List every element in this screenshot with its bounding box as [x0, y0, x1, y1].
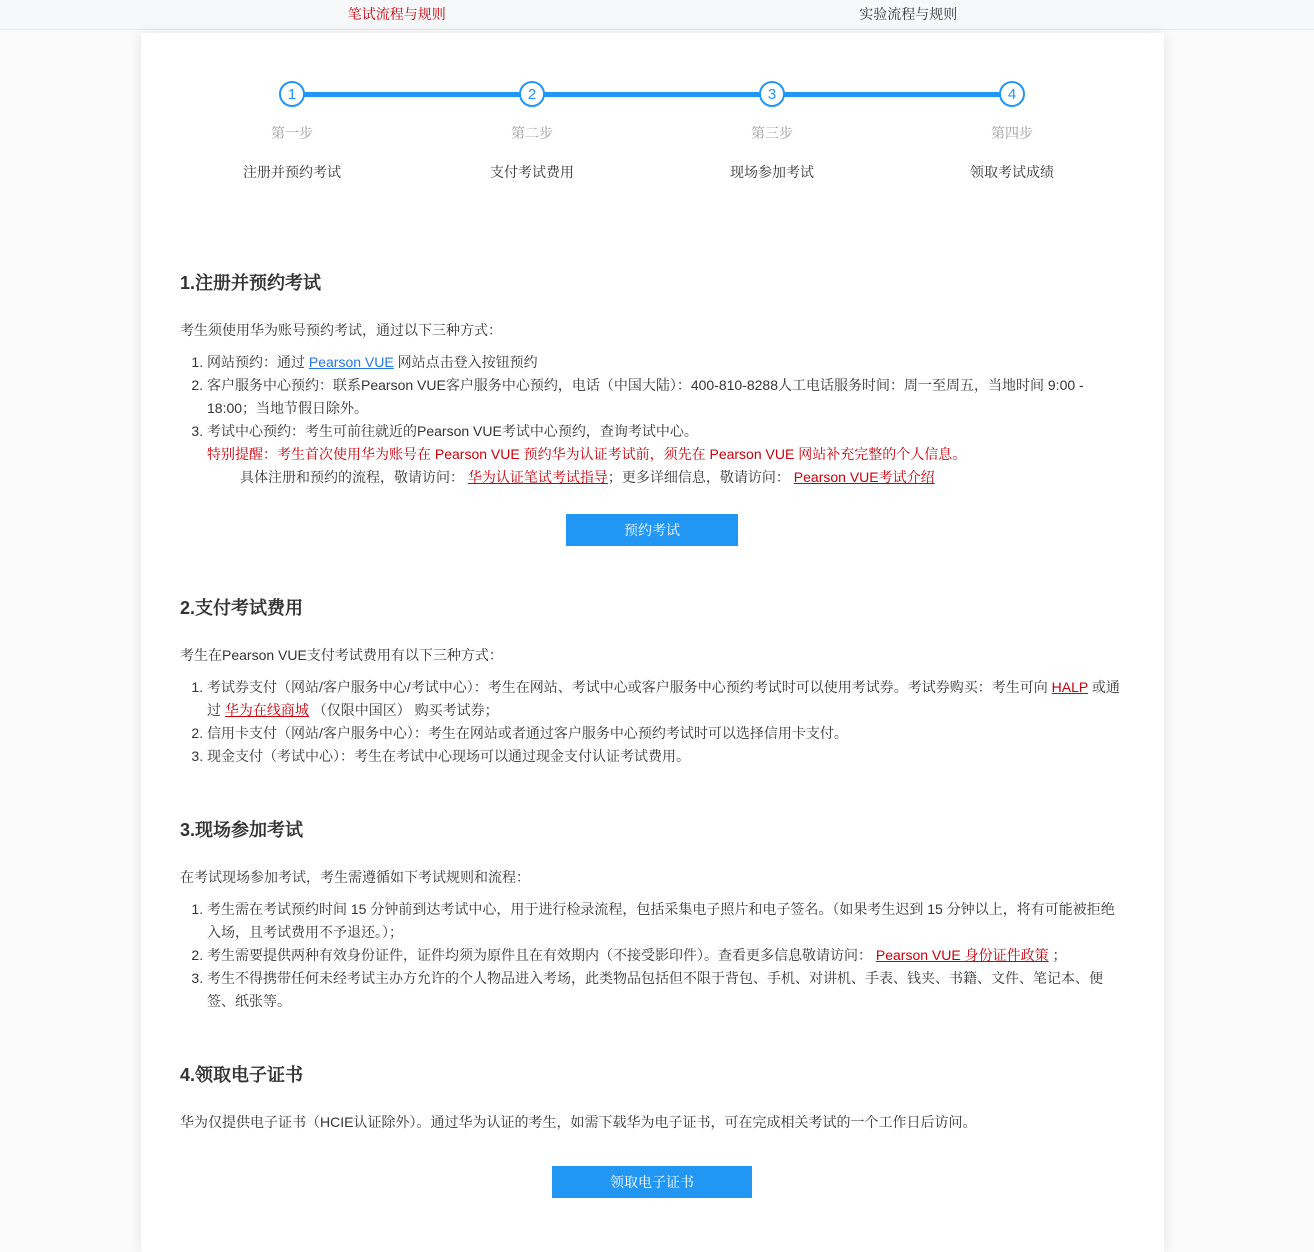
list-item-voucher-payment: [207, 676, 1124, 722]
list-item-test-center-booking: 3. 考试中心预约：考生可前往就近的Pearson VUE考试中心预约，查询考试中心。: [207, 420, 1124, 443]
list-item-credit-card-payment: 2. 信用卡支付（网站/客户服务中心）：考生在网站或者通过客户服务中心预约考试时可以选择信用卡支付。: [207, 722, 1124, 745]
top-tab-bar: [0, 0, 1314, 30]
section-2-heading: 2.支付考试费用: [180, 598, 304, 618]
section-4-body: 华为仅提供电子证书（HCIE认证除外）。通过华为认证的考生，如需下载华为电子证书，可在完成相关考试的一个工作日后访问。: [180, 1114, 977, 1130]
list-item-prohibited-items: 3. 考生不得携带任何未经考试主办方允许的个人物品进入考场，此类物品包括但不限于背包、手机、对讲机、手表、钱夹、书籍、文件、笔记本、便签、纸张等。: [207, 967, 1124, 1013]
step-3-label: 第三步: [751, 125, 793, 141]
stepper-progress-line: [289, 92, 1015, 97]
huawei-online-store-link[interactable]: 华为在线商城: [224, 702, 309, 718]
text: 网站点击登入按钮预约: [393, 354, 538, 370]
step-4-circle: 4: [999, 81, 1025, 107]
step-1-label: 第一步: [271, 125, 313, 141]
text: 考试券支付（网站/客户服务中心/考试中心）：考生在网站、考试中心或客户服务中心预约考试时可以使用考试券。考试券购买：考生可向: [207, 679, 1052, 695]
pearson-vue-exam-intro-link[interactable]: Pearson VUE考试介绍: [793, 469, 935, 485]
list-item-service-center-booking: 2. 客户服务中心预约：联系Pearson VUE客户服务中心预约，电话（中国大陆）：400-810-8288人工电话服务时间：周一至周五，当地时间 9:00 - 18:00；当地节假日除外。: [207, 374, 1124, 420]
text: 网站预约：通过: [207, 354, 309, 370]
step-4-title: 领取考试成绩: [970, 164, 1054, 180]
section-pay-exam-fee: [180, 594, 1124, 768]
section-1-intro: 考生须使用华为账号预约考试，通过以下三种方式：: [180, 322, 502, 338]
section-3-list: [180, 898, 1124, 1013]
list-item-arrive-early: 1. 考生需在考试预约时间 15 分钟前到达考试中心，用于进行检录流程，包括采集电子照片和电子签名。（如果考生迟到 15 分钟以上，将有可能被拒绝入场，且考试费用不予退还。）；: [207, 898, 1124, 944]
step-3-circle: 3: [759, 81, 785, 107]
section-2-list: [180, 676, 1124, 768]
section-4-heading: 4.领取电子证书: [180, 1065, 304, 1085]
special-reminder-text: 特别提醒：考生首次使用华为账号在 Pearson VUE 预约华为认证考试前，须先在 Pearson VUE 网站补充完整的个人信息。: [207, 446, 967, 462]
stepper-step-4: [970, 81, 1054, 182]
exam-process-stepper: [243, 81, 1054, 221]
section-1-heading: 1.注册并预约考试: [180, 273, 322, 293]
stepper-step-3: [730, 81, 814, 182]
section-3-intro: 在考试现场参加考试，考生需遵循如下考试规则和流程：: [180, 869, 530, 885]
halp-link[interactable]: HALP: [1051, 679, 1088, 695]
written-exam-guide-link[interactable]: 华为认证笔试考试指导: [467, 469, 608, 485]
step-1-circle: 1: [279, 81, 305, 107]
tab-written-exam-process[interactable]: 笔试流程与规则: [347, 6, 446, 22]
pearson-vue-link[interactable]: Pearson VUE: [308, 354, 394, 370]
text: 考生需要提供两种有效身份证件，证件均须为原件且在有效期内（不接受影印件）。查看更多信息敬请访问：: [207, 947, 876, 963]
text: 具体注册和预约的流程，敬请访问：: [240, 469, 468, 485]
section-get-e-certificate: [180, 1061, 1124, 1198]
section-2-intro: 考生在Pearson VUE支付考试费用有以下三种方式：: [180, 647, 503, 663]
tab-lab-exam-process[interactable]: 实验流程与规则: [859, 6, 958, 22]
section-3-heading: 3.现场参加考试: [180, 820, 304, 840]
step-4-label: 第四步: [991, 125, 1033, 141]
pearson-vue-id-policy-link[interactable]: Pearson VUE 身份证件政策: [875, 947, 1049, 963]
stepper-step-1: [243, 81, 341, 182]
step-3-title: 现场参加考试: [730, 164, 814, 180]
get-e-certificate-button[interactable]: 领取电子证书: [552, 1166, 752, 1198]
step-2-circle: 2: [519, 81, 545, 107]
step-2-title: 支付考试费用: [490, 164, 574, 180]
section-1-list: [180, 351, 1124, 443]
step-1-title: 注册并预约考试: [243, 164, 341, 180]
list-item-id-policy: [207, 944, 1124, 967]
text: （仅限中国区） 购买考试券；: [308, 702, 499, 718]
book-exam-button[interactable]: 预约考试: [566, 514, 738, 546]
stepper-step-2: [490, 81, 574, 182]
list-item-website-booking: [207, 351, 1124, 374]
text: ；: [1048, 947, 1067, 963]
special-reminder: [180, 443, 1124, 489]
text: 或通过: [207, 679, 1120, 718]
section-attend-exam-onsite: [180, 816, 1124, 1013]
text: ；更多详细信息，敬请访问：: [607, 469, 794, 485]
guide-links-line: [207, 466, 1124, 489]
content-card: [141, 33, 1164, 1252]
list-item-cash-payment: 3. 现金支付（考试中心）：考生在考试中心现场可以通过现金支付认证考试费用。: [207, 745, 1124, 768]
section-register-and-book: [180, 269, 1124, 546]
step-2-label: 第二步: [511, 125, 553, 141]
